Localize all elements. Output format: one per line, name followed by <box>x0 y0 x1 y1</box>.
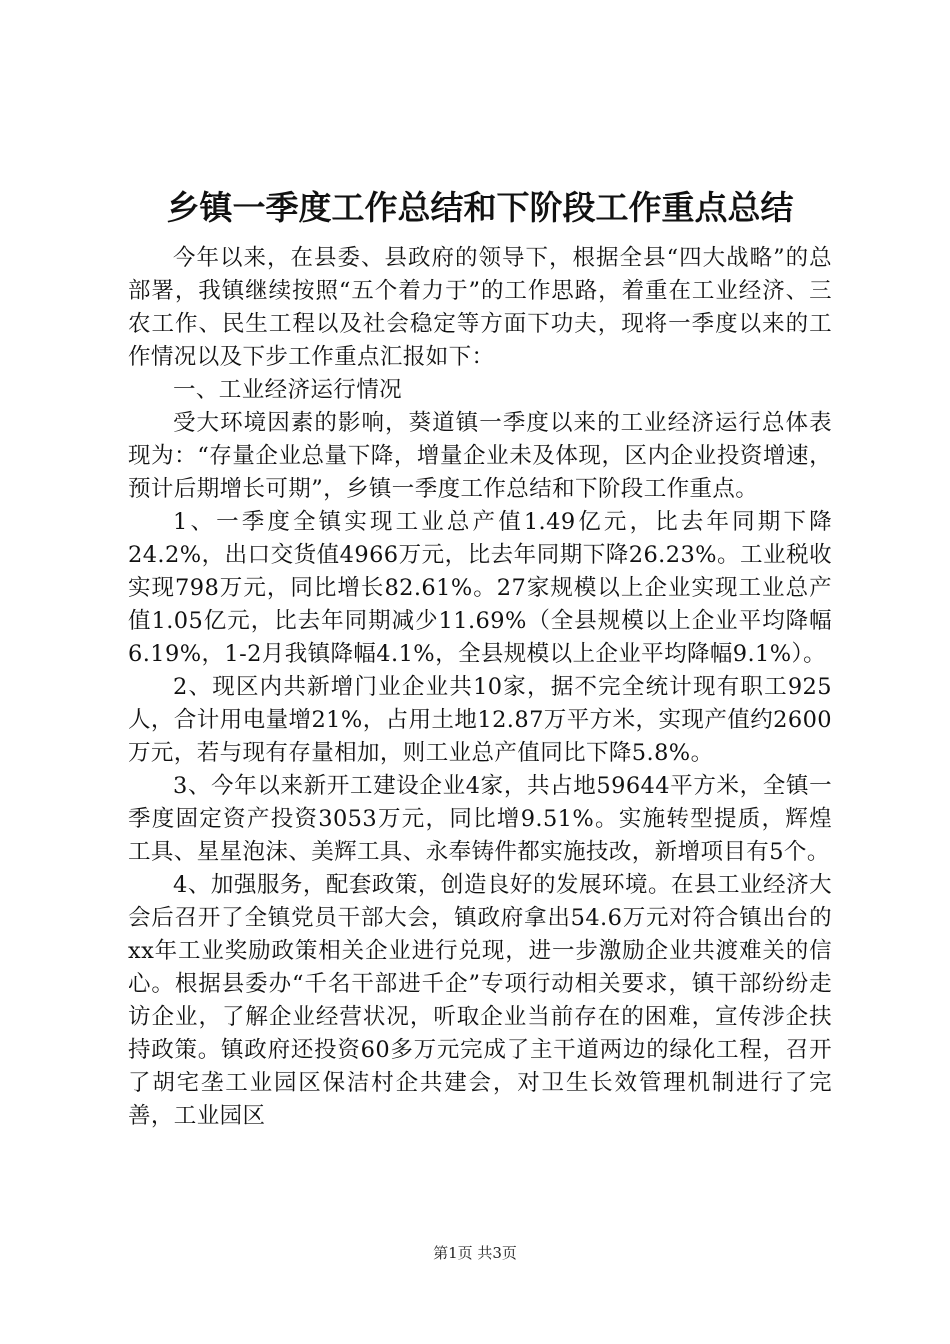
document-title: 乡镇一季度工作总结和下阶段工作重点总结 <box>166 188 794 227</box>
paragraph-intro: 今年以来，在县委、县政府的领导下，根据全县“四大战略”的总部署，我镇继续按照“五个着力于”的工作思路，着重在工业经济、三农工作、民生工程以及社会稳定等方面下功夫，现将一季度以来的工作情况以及下步工作重点汇报如下： <box>128 245 832 370</box>
document-body <box>128 242 832 1133</box>
paragraph-item-4: 4、加强服务，配套政策，创造良好的发展环境。在县工业经济大会后召开了全镇党员干部大会，镇政府拿出54.6万元对符合镇出台的xx年工业奖励政策相关企业进行兑现，进一步激励企业共渡难关的信心。根据县委办“千名干部进千企”专项行动相关要求，镇干部纷纷走访企业，了解企业经营状况，听取企业当前存在的困难，宣传涉企扶持政策。镇政府还投资60多万元完成了主干道两边的绿化工程，召开了胡宅垄工业园区保洁村企共建会，对卫生长效管理机制进行了完善，工业园区 <box>128 872 832 1129</box>
section-heading-industrial-economy: 一、工业经济运行情况 <box>173 377 403 403</box>
document-page <box>128 180 832 1133</box>
page-footer: 第1页 共3页 <box>433 1244 517 1262</box>
paragraph-item-3: 3、今年以来新开工建设企业4家，共占地59644平方米，全镇一季度固定资产投资3053万元，同比增9.51%。实施转型提质，辉煌工具、星星泡沫、美辉工具、永奉铸件都实施技改，新增项目有5个。 <box>128 773 832 865</box>
paragraph-item-2: 2、现区内共新增门业企业共10家，据不完全统计现有职工925人，合计用电量增21%，占用土地12.87万平方米，实现产值约2600万元，若与现有存量相加，则工业总产值同比下降5.8%。 <box>128 674 832 766</box>
paragraph-item-1: 1、一季度全镇实现工业总产值1.49亿元，比去年同期下降24.2%，出口交货值4966万元，比去年同期下降26.23%。工业税收实现798万元，同比增长82.61%。27家规模以上企业实现工业总产值1.05亿元，比去年同期减少11.69%（全县规模以上企业平均降幅6.19%，1-2月我镇降幅4.1%，全县规模以上企业平均降幅9.1%）。 <box>128 509 832 667</box>
paragraph-overview: 受大环境因素的影响，葵道镇一季度以来的工业经济运行总体表现为：“存量企业总量下降，增量企业未及体现，区内企业投资增速，预计后期增长可期”，乡镇一季度工作总结和下阶段工作重点。 <box>128 410 832 502</box>
